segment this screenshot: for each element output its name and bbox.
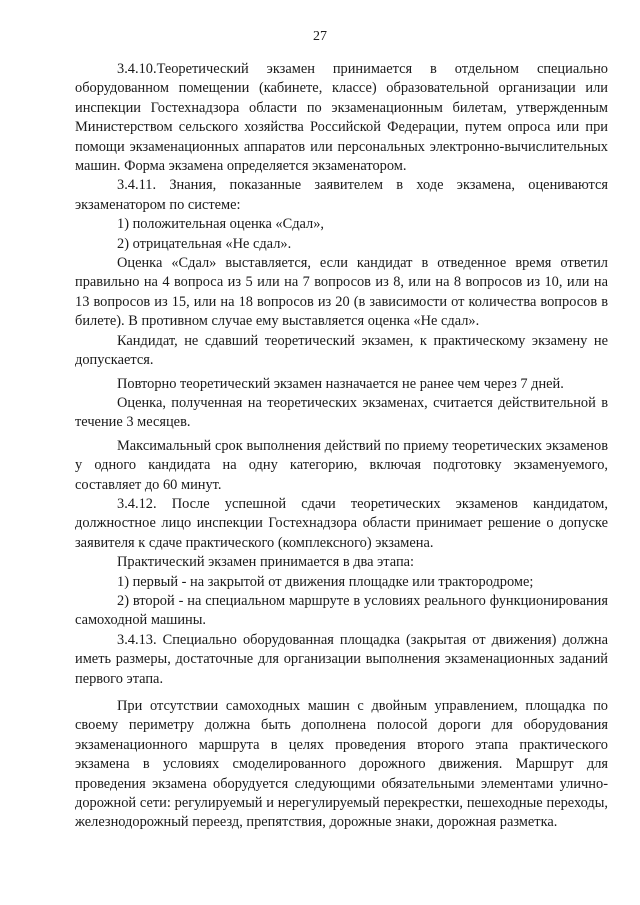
paragraph-max-duration: Максимальный срок выполнения действий по приему теоретических экзаменов у одного кандидата на одну категорию, включая подготовку экзаменуемого, составляет до 60 минут. bbox=[75, 437, 608, 493]
paragraph-pass-criteria: Оценка «Сдал» выставляется, если кандидат в отведенное время ответил правильно на 4 вопроса из 5 или на 7 вопросов из 8, или на 8 вопросов из 10, или на 13 вопросов из 15, или на 18 вопросов из 20 (в зависимости от количества вопросов в билете). В противном случае ему выставляется оценка «Не сдал». bbox=[75, 255, 608, 330]
paragraph-validity: Оценка, полученная на теоретических экзаменах, считается действительной в течение 3 месяцев. bbox=[75, 394, 608, 431]
paragraph-3-4-12: 3.4.12. После успешной сдачи теоретических экзаменов кандидатом, должностное лицо инспекции Гостехнадзора области принимает решение о допуске заявителя к сдаче практического (комплексного) экзамена. bbox=[75, 495, 608, 551]
grade-negative-item: 2) отрицательная «Не сдал». bbox=[117, 235, 292, 252]
paragraph-3-4-10: 3.4.10.Теоретический экзамен принимается в отдельном специально оборудованном помещении (кабинете, классе) образовательной организации или инспекции Гостехнадзора области по экзаменационным билетам, утвержденным Министерством сельского хозяйства Российской Федерации, путем опроса или при помощи экзаменационных аппаратов или персональных электронно-вычислительных машин. Форма экзамена определяется экзаменатором. bbox=[75, 61, 608, 175]
grade-positive-item: 1) положительная оценка «Сдал», bbox=[117, 216, 325, 233]
paragraph-3-4-11: 3.4.11. Знания, показанные заявителем в ходе экзамена, оцениваются экзаменатором по системе: bbox=[75, 177, 608, 213]
paragraph-retake: Повторно теоретический экзамен назначается не ранее чем через 7 дней. bbox=[117, 375, 564, 392]
page-number: 27 bbox=[313, 29, 327, 44]
stage-one-item: 1) первый - на закрытой от движения площадке или трактородроме; bbox=[117, 573, 534, 590]
paragraph-not-admitted: Кандидат, не сдавший теоретический экзамен, к практическому экзамену не допускается. bbox=[75, 332, 608, 369]
paragraph-route-elements: При отсутствии самоходных машин с двойным управлением, площадка по своему периметру должна быть дополнена полосой дороги для оборудования экзаменационного маршрута в целях проведения второго этапа практического экзамена в условиях смоделированного дорожного движения. Маршрут для проведения экзамена оборудуется следующими обязательными элементами улично-дорожной сети: регулируемый и нерегулируемый перекрестки, пешеходные переходы, железнодорожный переезд, препятствия, дорожные знаки, дорожная разметка. bbox=[75, 698, 608, 831]
paragraph-practical-stages: Практический экзамен принимается в два этапа: bbox=[117, 554, 415, 571]
stage-two-item: 2) второй - на специальном маршруте в условиях реального функционирования самоходной машины. bbox=[75, 592, 608, 629]
document-body bbox=[75, 60, 608, 833]
paragraph-3-4-13: 3.4.13. Специально оборудованная площадка (закрытая от движения) должна иметь размеры, достаточные для организации выполнения экзаменационных заданий первого этапа. bbox=[75, 631, 608, 687]
